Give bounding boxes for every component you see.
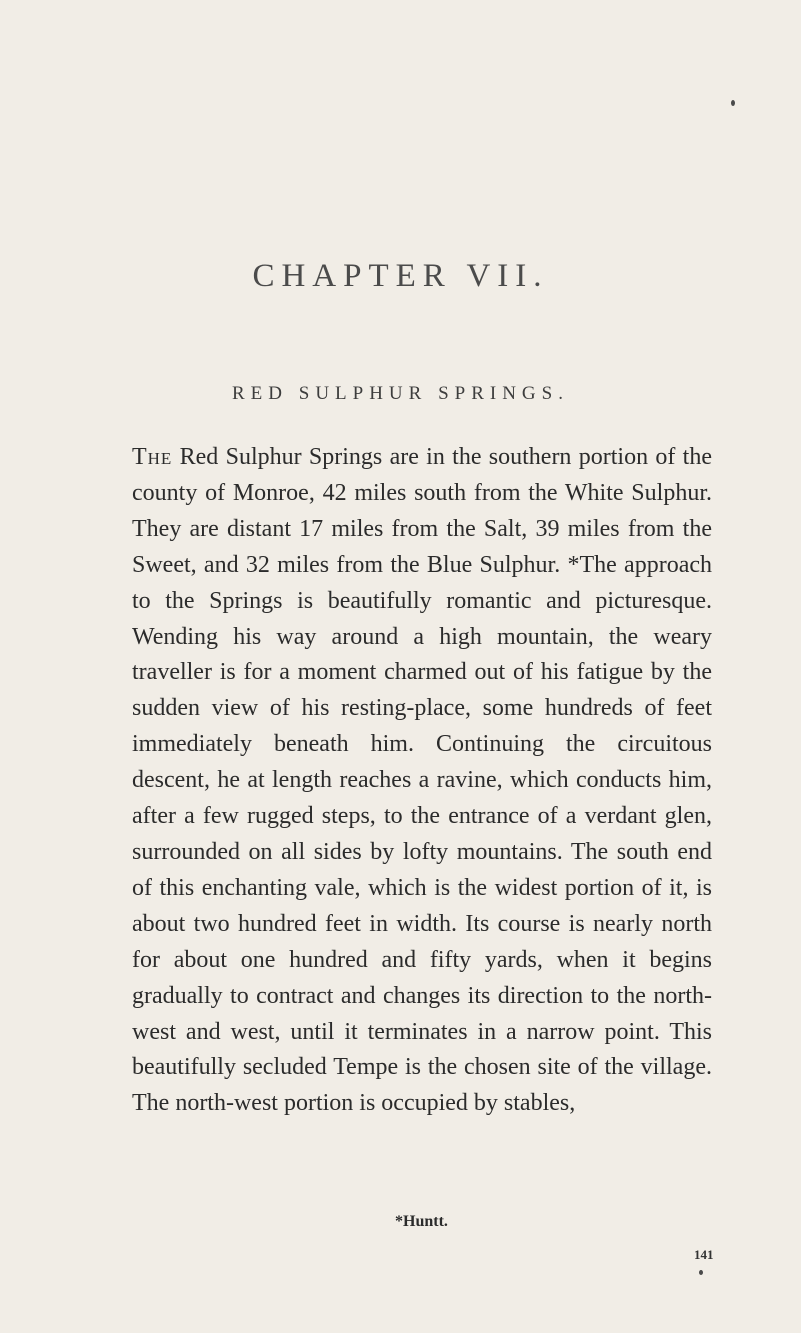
section-title: RED SULPHUR SPRINGS. bbox=[232, 383, 569, 404]
chapter-title: CHAPTER VII. bbox=[252, 258, 549, 294]
page-number: 141 bbox=[694, 1247, 714, 1262]
ink-speck bbox=[699, 1270, 703, 1275]
ink-speck bbox=[731, 100, 735, 106]
paragraph-text: Red Sulphur Springs are in the southern portion of the county of Monroe, 42 miles south from the White Sulphur. They are distant 17 miles from the Salt, 39 miles from the Sweet, and 32 miles from the Blue Sulphur. *The approach to the Springs is beautifully romantic and picturesque. Wending his way around a high mountain, the weary traveller is for a moment charmed out of his fatigue by the sudden view of his resting-place, some hundreds of feet immediately beneath him. Continuing the circuitous descent, he at length reaches a ravine, which conducts him, after a few rugged steps, to the entrance of a verdant glen, surrounded on all sides by lofty mountains. The south end of this enchanting vale, which is the widest portion of it, is about two hundred feet in width. Its course is nearly north for about one hundred and fifty yards, when it begins gradually to contract and changes its direction to the north-west and west, until it terminates in a narrow point. This beautifully secluded Tempe is the chosen site of the village. The north-west portion is occupied by stables, bbox=[132, 444, 712, 1117]
lead-word: The bbox=[132, 444, 173, 470]
footnote: *Huntt. bbox=[395, 1213, 448, 1230]
body-paragraph bbox=[132, 440, 712, 1122]
